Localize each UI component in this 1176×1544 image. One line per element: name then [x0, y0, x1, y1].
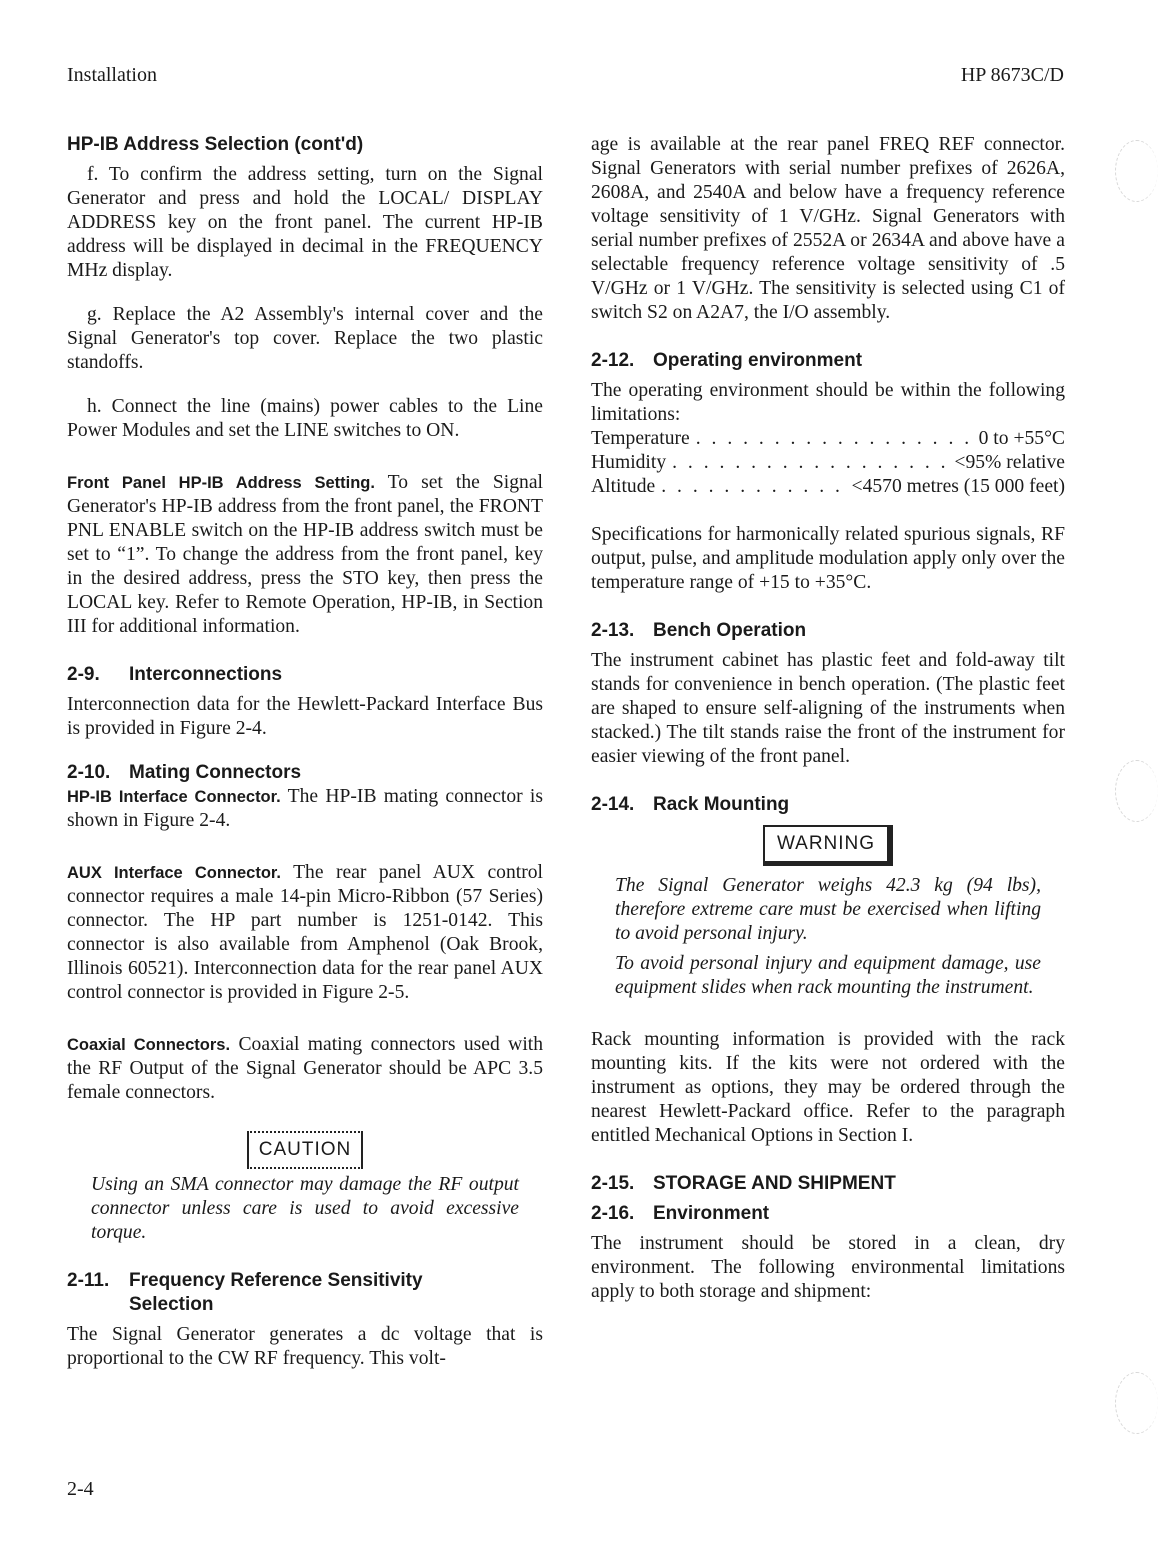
heading-2-11	[67, 1269, 543, 1317]
heading-title: Interconnections	[129, 664, 283, 685]
paragraph-storage-environment: The instrument should be stored in a clean, dry environment. The following environmental limitations apply to both storage and shipment:	[591, 1233, 1065, 1302]
heading-2-14	[591, 793, 1065, 817]
paragraph-hpib-connector	[67, 785, 543, 833]
spec-leader-dots	[661, 475, 845, 499]
spec-leader-dots	[696, 427, 973, 451]
binder-hole-mark	[1115, 140, 1158, 202]
warning-label: WARNING	[763, 825, 893, 866]
heading-title: Mating Connectors	[129, 762, 302, 783]
running-header-model: HP 8673C/D	[960, 64, 1064, 86]
binder-hole-mark	[1115, 760, 1158, 822]
heading-title: Bench Operation	[653, 620, 807, 641]
runin-coaxial-connectors: Coaxial Connectors.	[67, 1036, 231, 1054]
heading-2-16	[591, 1202, 1065, 1226]
text-coaxial-connectors: Coaxial mating connectors used with the RF Output of the Signal Generator should be APC 3.5 female connectors.	[67, 1034, 544, 1103]
heading-title: Environment	[653, 1203, 770, 1224]
spec-row-humidity	[591, 451, 1065, 475]
spec-value: <4570 metres (15 000 feet)	[851, 476, 1065, 497]
warning-text-slides: To avoid personal injury and equipment damage, use equipment slides when rack mounting the instrument.	[615, 953, 1041, 998]
heading-number: 2-12.	[591, 350, 635, 371]
spec-name: Altitude	[591, 476, 656, 497]
paragraph-rack-mounting: Rack mounting information is provided with the rack mounting kits. If the kits were not ordered with the instrument as options, they may be ordered through the nearest Hewlett-Packard office. Refer to the paragraph entitled Mechanical Options in Section I.	[591, 1029, 1065, 1146]
spec-row-altitude	[591, 475, 1065, 499]
text-aux-connector: The rear panel AUX control connector requires a male 14-pin Micro-Ribbon (57 Series) connector. The HP part number is 1251-0142. This connector is also available from Amphenol (Oak Brook, Illinois 60521). Interconnection data for the rear panel AUX control connector is provided in Figure 2-5.	[67, 862, 543, 1003]
paragraph-step-f: f. To confirm the address setting, turn on the Signal Generator and press and hold the LOCAL/ DISPLAY ADDRESS key on the front panel. The current HP-IB address will be displayed in decimal in the FREQUENCY MHz display.	[67, 164, 543, 281]
spec-value: 0 to +55°C	[978, 428, 1065, 449]
heading-2-15	[591, 1172, 1065, 1196]
warning-container	[591, 817, 1065, 874]
heading-hpib-address-selection: HP-IB Address Selection (cont'd)	[67, 134, 364, 155]
paragraph-spurious-specs: Specifications for harmonically related spurious signals, RF output, pulse, and amplitude modulation apply only over the temperature range of +15 to +35°C.	[591, 524, 1065, 593]
paragraph-coaxial-connectors	[67, 1033, 543, 1105]
heading-2-12	[591, 349, 1065, 373]
heading-title: Rack Mounting	[653, 794, 790, 815]
spec-leader-dots	[672, 451, 948, 475]
spec-value: <95% relative	[954, 452, 1065, 473]
spec-name: Temperature	[591, 428, 690, 449]
heading-number: 2-11.	[67, 1270, 110, 1291]
spec-row-temperature	[591, 427, 1065, 451]
paragraph-interconnections: Interconnection data for the Hewlett-Packard Interface Bus is provided in Figure 2-4.	[67, 694, 543, 739]
heading-number: 2-13.	[591, 620, 635, 641]
paragraph-operating-environment: The operating environment should be within the following limitations:	[591, 380, 1065, 425]
paragraph-aux-connector	[67, 861, 543, 1005]
heading-2-9	[67, 663, 543, 687]
paragraph-step-h: h. Connect the line (mains) power cables to the Line Power Modules and set the LINE switches to ON.	[67, 396, 543, 441]
heading-title: STORAGE AND SHIPMENT	[653, 1173, 896, 1194]
heading-2-10	[67, 761, 543, 785]
spec-list	[591, 427, 1065, 499]
runin-hpib-connector: HP-IB Interface Connector.	[67, 788, 281, 806]
binder-hole-mark	[1115, 1372, 1158, 1434]
right-column	[591, 133, 1065, 1304]
heading-number: 2-16.	[591, 1203, 635, 1224]
text-hpib-connector: The HP-IB mating connector is shown in Figure 2-4.	[67, 786, 543, 831]
caution-text: Using an SMA connector may damage the RF output connector unless care is used to avoid excessive torque.	[91, 1174, 519, 1243]
paragraph-front-panel-address	[67, 471, 543, 639]
heading-number: 2-10.	[67, 762, 111, 783]
paragraph-frequency-reference: The Signal Generator generates a dc voltage that is proportional to the CW RF frequency. This volt-	[67, 1324, 543, 1369]
caution-container	[67, 1125, 543, 1173]
heading-2-13	[591, 619, 1065, 643]
page-number: 2-4	[67, 1478, 94, 1500]
heading-number: 2-9.	[67, 664, 100, 685]
runin-front-panel-address: Front Panel HP-IB Address Setting.	[67, 474, 375, 492]
heading-number: 2-15.	[591, 1173, 635, 1194]
paragraph-frequency-reference-cont: age is available at the rear panel FREQ REF connector. Signal Generators with serial number prefixes of 2626A, 2608A, and 2540A and below have a frequency reference voltage sensitivity of 1 V/GHz. Signal Generators with serial number prefixes of 2552A or 2634A and above have a selectable frequency reference voltage sensitivity of .5 V/GHz or 1 V/GHz. The sensitivity is selected using C1 of switch S2 on A2A7, the I/O assembly.	[591, 134, 1065, 323]
warning-text-weight: The Signal Generator weighs 42.3 kg (94 lbs), therefore extreme care must be exercised when lifting to avoid personal injury.	[615, 875, 1041, 944]
running-header-section: Installation	[67, 64, 157, 86]
left-column	[67, 133, 543, 1371]
heading-number: 2-14.	[591, 794, 635, 815]
runin-aux-connector: AUX Interface Connector.	[67, 864, 282, 882]
paragraph-bench-operation: The instrument cabinet has plastic feet and fold-away tilt stands for convenience in bench operation. (The plastic feet are shaped to ensure self-aligning of the instruments when stacked.) The tilt stands raise the front of the instrument for easier viewing of the front panel.	[591, 650, 1065, 767]
paragraph-step-g: g. Replace the A2 Assembly's internal cover and the Signal Generator's top cover. Replace the two plastic standoffs.	[67, 304, 543, 373]
spec-name: Humidity	[591, 452, 667, 473]
heading-title: Operating environment	[653, 350, 863, 371]
caution-label: CAUTION	[247, 1131, 364, 1169]
text-front-panel-address: To set the Signal Generator's HP-IB address from the front panel, the FRONT PNL ENABLE switch on the HP-IB address switch must be set to “1”. To change the address from the front panel, key in the desired address, press the STO key, then press the LOCAL key. Refer to Remote Operation, HP-IB, in Section III for additional information.	[67, 472, 543, 637]
heading-title: Frequency Reference Sensitivity Selection	[129, 1270, 423, 1315]
